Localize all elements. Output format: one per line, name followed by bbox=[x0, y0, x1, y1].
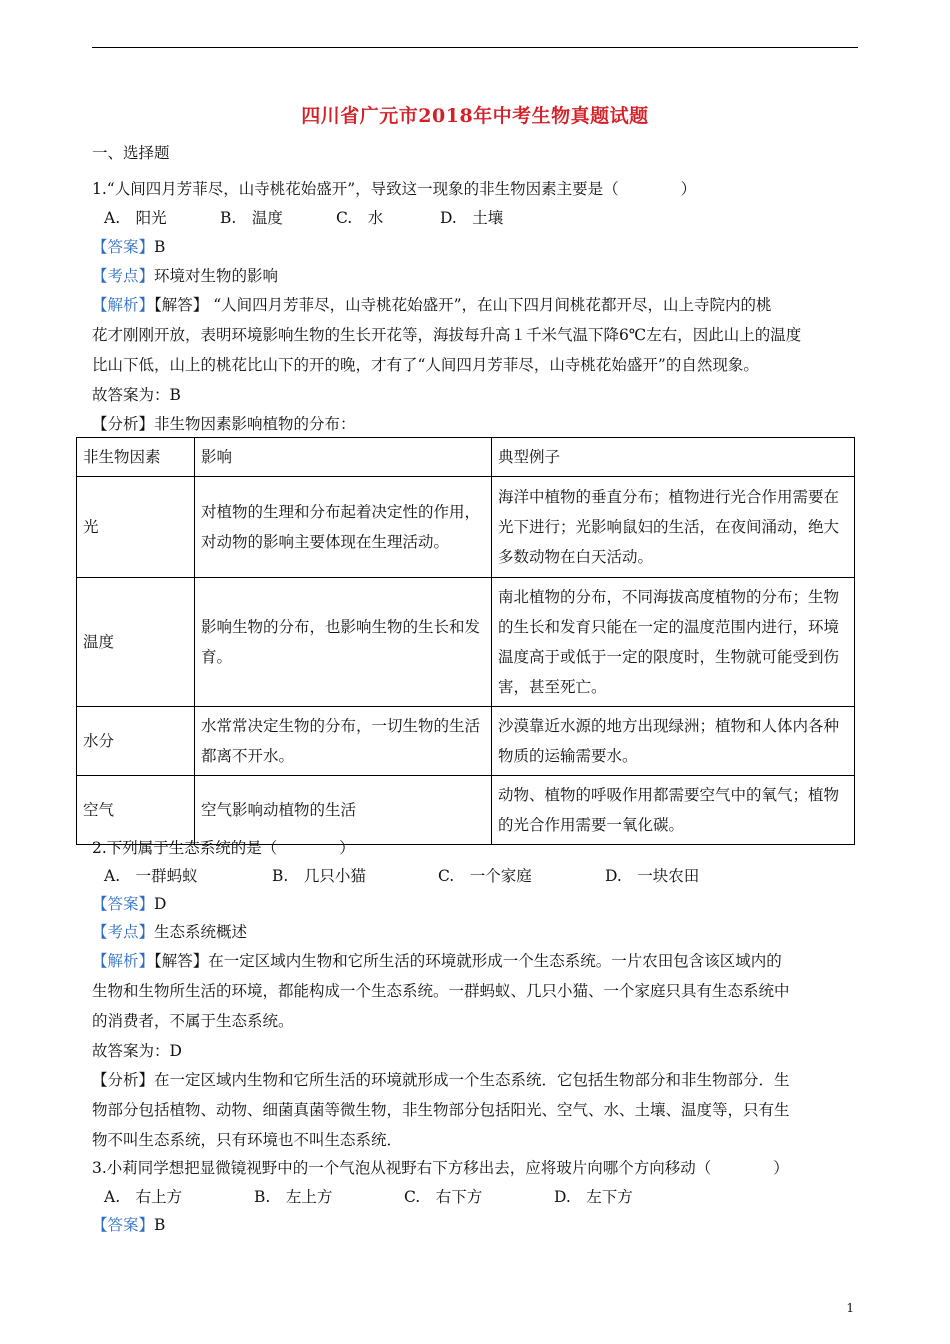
q1-fenxi: 【分析】非生物因素影响植物的分布： bbox=[92, 415, 356, 433]
q2-answer bbox=[92, 892, 166, 914]
q1-stem: 1.“人间四月芳菲尽，山寺桃花始盛开”，导致这一现象的非生物因素主要是（ ） bbox=[92, 180, 697, 198]
q1-option-b: B. 温度 bbox=[220, 209, 283, 227]
q2-analysis-line-3: 的消费者，不属于生态系统。 bbox=[92, 1012, 294, 1030]
point-label: 【考点】 bbox=[92, 267, 155, 285]
q2-analysis-line-1 bbox=[92, 949, 782, 971]
table-row bbox=[77, 776, 855, 845]
header-rule bbox=[92, 47, 858, 48]
table-header: 非生物因素 bbox=[77, 438, 195, 477]
table-cell-factor: 光 bbox=[77, 477, 195, 578]
q2-stem: 2.下列属于生态系统的是（ ） bbox=[92, 839, 355, 857]
point-value: 生态系统概述 bbox=[154, 923, 248, 941]
q1-option-c: C. 水 bbox=[336, 209, 384, 227]
q1-answer bbox=[92, 235, 165, 257]
q3-option-a: A. 右上方 bbox=[104, 1188, 183, 1206]
table-header: 影响 bbox=[195, 438, 492, 477]
answer-value: B bbox=[154, 238, 166, 256]
q2-fenxi-line-3: 物不叫生态系统，只有环境也不叫生态系统． bbox=[92, 1131, 403, 1149]
q1-options bbox=[104, 206, 503, 228]
page-title: 四川省广元市2018年中考生物真题试题 bbox=[301, 105, 649, 127]
table-cell-example: 海洋中植物的垂直分布；植物进行光合作用需要在光下进行；光影响鼠妇的生活，在夜间涌动，绝大多数动物在白天活动。 bbox=[492, 477, 855, 578]
answer-label: 【答案】 bbox=[92, 238, 155, 256]
q2-option-a: A. 一群蚂蚁 bbox=[104, 867, 198, 885]
q3-option-b: B. 左上方 bbox=[254, 1188, 333, 1206]
factor-table bbox=[76, 437, 855, 845]
q2-fenxi-line-1: 【分析】在一定区域内生物和它所生活的环境就形成一个生态系统．它包括生物部分和非生物部分．生 bbox=[92, 1071, 790, 1089]
table-cell-effect: 水常常决定生物的分布，一切生物的生活都离不开水。 bbox=[195, 707, 492, 776]
page-number: 1 bbox=[846, 1301, 854, 1315]
q1-option-a: A. 阳光 bbox=[104, 209, 167, 227]
q2-option-d: D. 一块农田 bbox=[605, 867, 700, 885]
q2-fenxi-line-2: 物部分包括植物、动物、细菌真菌等微生物，非生物部分包括阳光、空气、水、土壤、温度等，只有生 bbox=[92, 1101, 790, 1119]
q1-analysis-line-3: 比山下低，山上的桃花比山下的开的晚，才有了“人间四月芳菲尽，山寺桃花始盛开”的自然现象。 bbox=[92, 356, 759, 374]
q2-options bbox=[104, 864, 699, 886]
q3-option-d: D. 左下方 bbox=[554, 1188, 633, 1206]
q1-analysis-line-1 bbox=[92, 293, 772, 315]
q1-final-answer: 故答案为：B bbox=[92, 386, 181, 404]
analysis-label: 【解析】 bbox=[92, 296, 155, 314]
table-cell-example: 南北植物的分布，不同海拔高度植物的分布；生物的生长和发育只能在一定的温度范围内进行，环境温度高于或低于一定的限度时，生物就可能受到伤害，甚至死亡。 bbox=[492, 578, 855, 707]
point-value: 环境对生物的影响 bbox=[154, 267, 279, 285]
table-row bbox=[77, 707, 855, 776]
table-cell-effect: 对植物的生理和分布起着决定性的作用，对动物的影响主要体现在生理活动。 bbox=[195, 477, 492, 578]
table-cell-factor: 空气 bbox=[77, 776, 195, 845]
q2-option-c: C. 一个家庭 bbox=[438, 867, 532, 885]
table-cell-example: 沙漠靠近水源的地方出现绿洲；植物和人体内各种物质的运输需要水。 bbox=[492, 707, 855, 776]
q3-option-c: C. 右下方 bbox=[404, 1188, 483, 1206]
q2-point bbox=[92, 920, 247, 942]
q3-options bbox=[104, 1185, 633, 1207]
point-label: 【考点】 bbox=[92, 923, 155, 941]
answer-label: 【答案】 bbox=[92, 1216, 155, 1234]
table-header: 典型例子 bbox=[492, 438, 855, 477]
analysis-label: 【解析】 bbox=[92, 952, 155, 970]
table-row bbox=[77, 477, 855, 578]
table-cell-factor: 温度 bbox=[77, 578, 195, 707]
q2-final-answer: 故答案为：D bbox=[92, 1042, 182, 1060]
analysis-text: 【解答】在一定区域内生物和它所生活的环境就形成一个生态系统。一片农田包含该区域内的 bbox=[154, 952, 782, 970]
q1-option-d: D. 土壤 bbox=[440, 209, 504, 227]
q2-option-b: B. 几只小猫 bbox=[272, 867, 366, 885]
answer-label: 【答案】 bbox=[92, 895, 155, 913]
table-row bbox=[77, 578, 855, 707]
q1-point bbox=[92, 264, 278, 286]
table-cell-example: 动物、植物的呼吸作用都需要空气中的氧气；植物的光合作用需要一氧化碳。 bbox=[492, 776, 855, 845]
table-cell-effect: 影响生物的分布，也影响生物的生长和发育。 bbox=[195, 578, 492, 707]
section-heading: 一、选择题 bbox=[92, 144, 170, 162]
q2-analysis-line-2: 生物和生物所生活的环境，都能构成一个生态系统。一群蚂蚁、几只小猫、一个家庭只具有生态系统中 bbox=[92, 982, 790, 1000]
q1-analysis-line-2: 花才刚刚开放，表明环境影响生物的生长开花等，海拔每升高１千米气温下降6℃左右，因此山上的温度 bbox=[92, 326, 802, 344]
answer-value: D bbox=[154, 895, 167, 913]
table-cell-factor: 水分 bbox=[77, 707, 195, 776]
analysis-text: 【解答】 “人间四月芳菲尽，山寺桃花始盛开”，在山下四月间桃花都开尽，山上寺院内的桃 bbox=[154, 296, 772, 314]
q3-answer bbox=[92, 1213, 165, 1235]
answer-value: B bbox=[154, 1216, 166, 1234]
table-cell-effect: 空气影响动植物的生活 bbox=[195, 776, 492, 845]
q3-stem: 3.小莉同学想把显微镜视野中的一个气泡从视野右下方移出去，应将玻片向哪个方向移动（ ） bbox=[92, 1159, 789, 1177]
table-header-row bbox=[77, 438, 855, 477]
